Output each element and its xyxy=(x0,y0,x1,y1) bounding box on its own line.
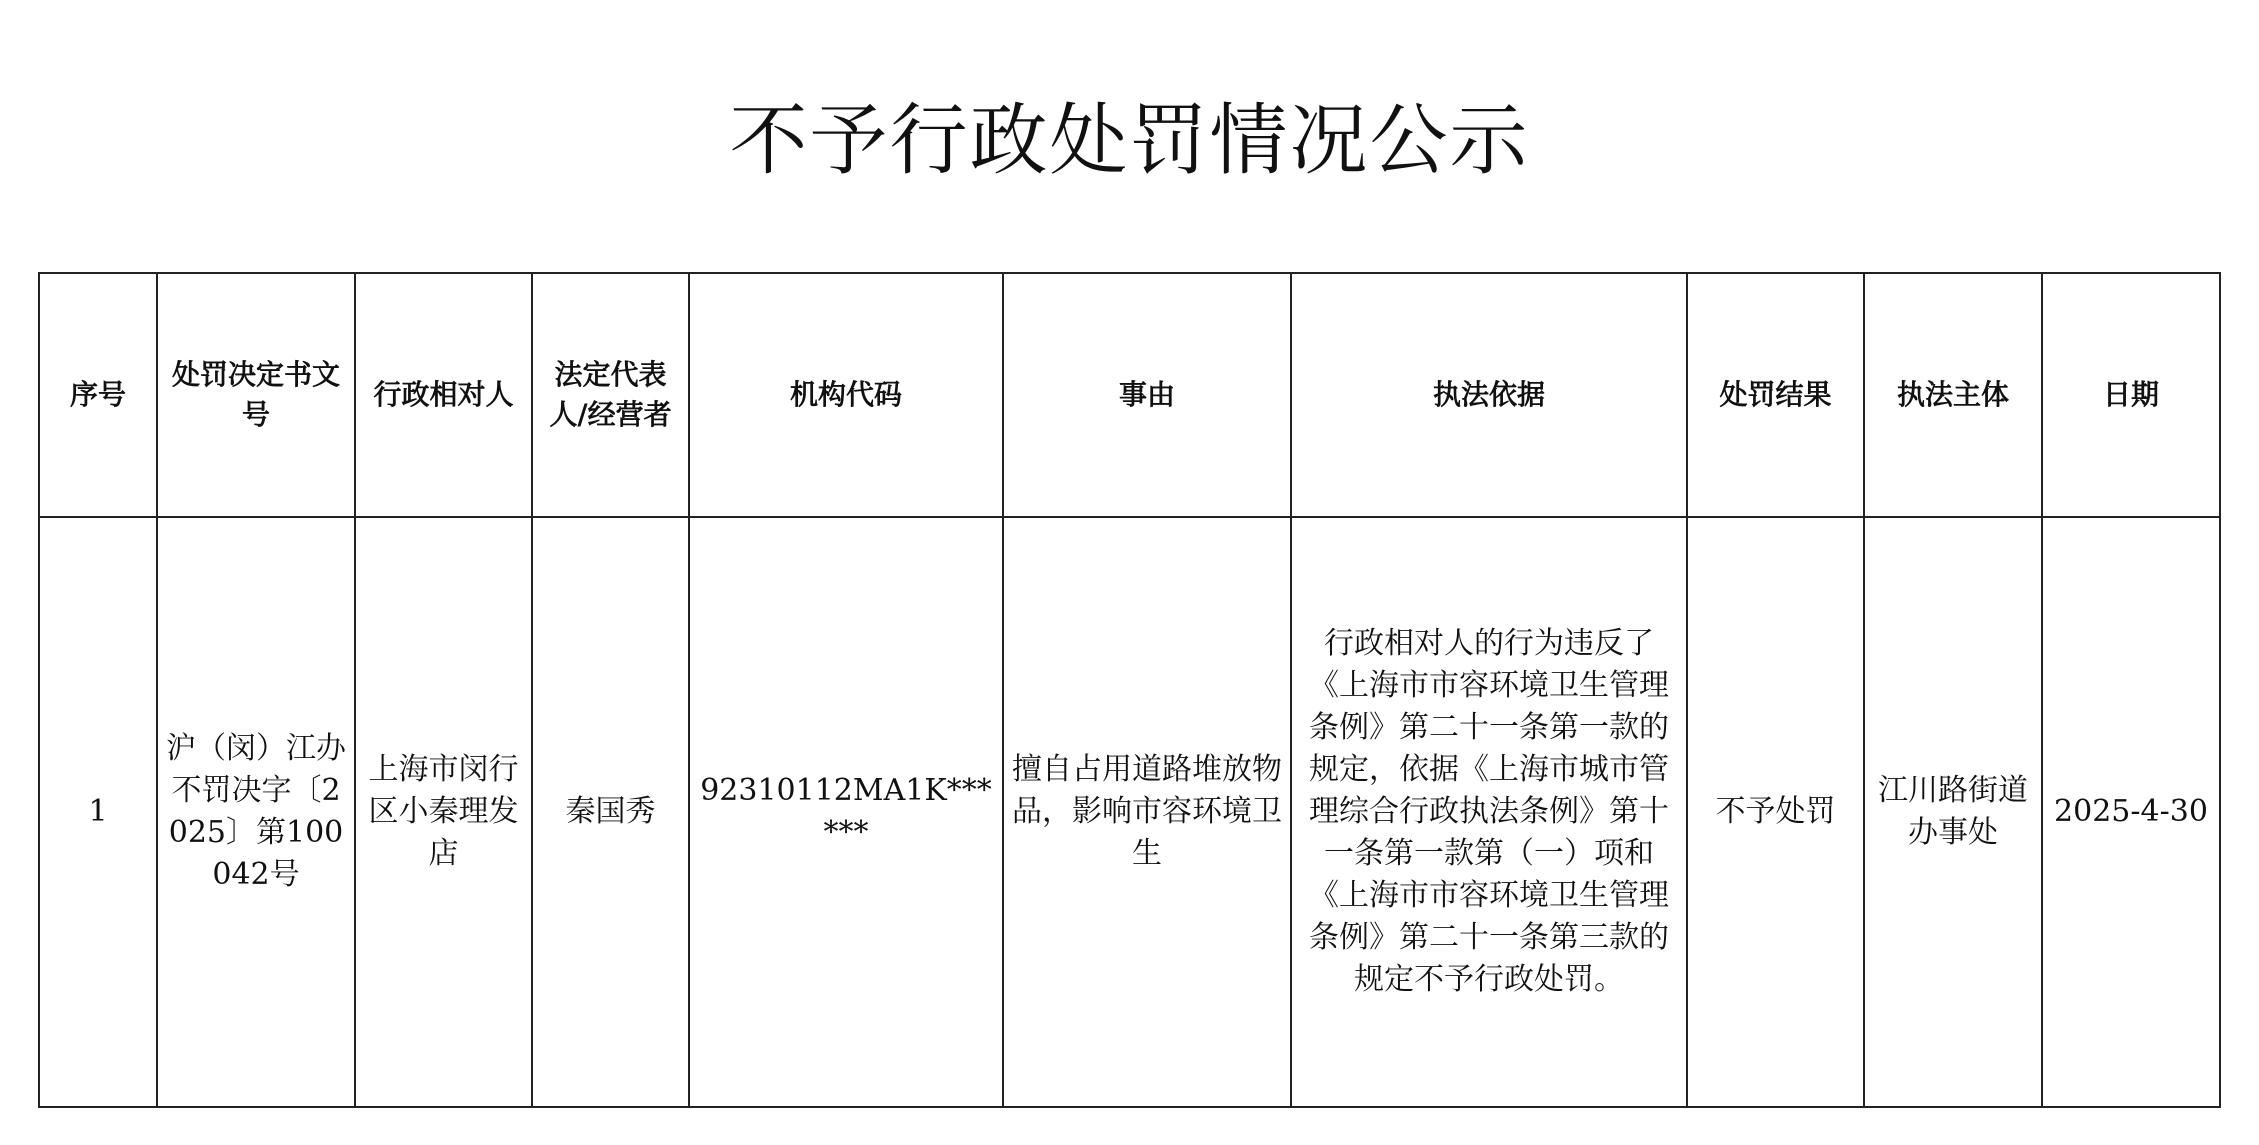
cell-authority: 江川路街道办事处 xyxy=(1864,517,2042,1107)
header-org-code: 机构代码 xyxy=(689,273,1003,517)
page-title: 不予行政处罚情况公示 xyxy=(729,96,1530,186)
table-row xyxy=(39,517,2220,1107)
header-authority: 执法主体 xyxy=(1864,273,2042,517)
cell-party: 上海市闵行区小秦理发店 xyxy=(355,517,532,1107)
table-header-row xyxy=(39,273,2220,517)
cell-result: 不予处罚 xyxy=(1687,517,1864,1107)
cell-legal-basis: 行政相对人的行为违反了《上海市市容环境卫生管理条例》第二十一条第一款的规定，依据《上海市城市管理综合行政执法条例》第十一条第一款第（一）项和《上海市市容环境卫生管理条例》第二十一条第三款的规定不予行政处罚。 xyxy=(1291,517,1687,1107)
header-index: 序号 xyxy=(39,273,157,517)
header-legal-representative: 法定代表人/经营者 xyxy=(532,273,689,517)
cell-index: 1 xyxy=(39,517,157,1107)
cell-org-code: 92310112MA1K****** xyxy=(689,517,1003,1107)
header-reason: 事由 xyxy=(1003,273,1291,517)
header-legal-basis: 执法依据 xyxy=(1291,273,1687,517)
header-party: 行政相对人 xyxy=(355,273,532,517)
header-decision-number: 处罚决定书文号 xyxy=(157,273,355,517)
cell-reason: 擅自占用道路堆放物品，影响市容环境卫生 xyxy=(1003,517,1291,1107)
header-date: 日期 xyxy=(2042,273,2220,517)
header-result: 处罚结果 xyxy=(1687,273,1864,517)
cell-date: 2025-4-30 xyxy=(2042,517,2220,1107)
cell-legal-representative: 秦国秀 xyxy=(532,517,689,1107)
penalty-notice-table xyxy=(38,272,2221,1108)
cell-decision-number: 沪（闵）江办不罚决字〔2025〕第100042号 xyxy=(157,517,355,1107)
